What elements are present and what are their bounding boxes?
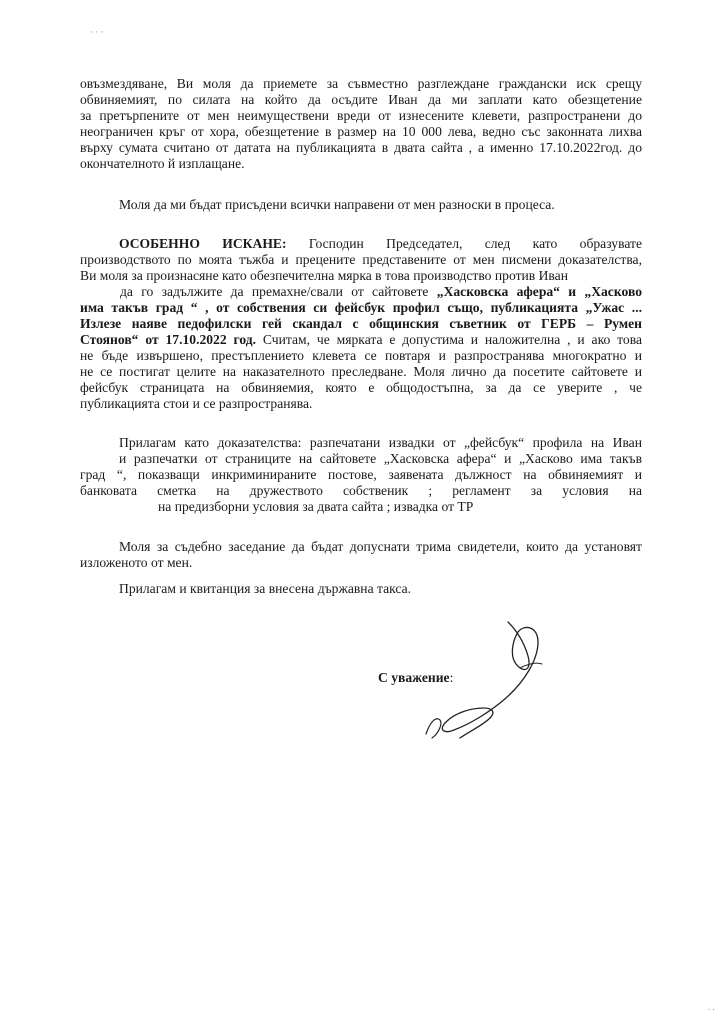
text-run: за претърпените от мен неимуществени вреди от изнесените клевети, разпространени до (80, 108, 642, 123)
text-line (80, 252, 642, 268)
text-run: върху сумата считано от датата на публикацията в двата сайта , а именно 17.10.2022год. до (80, 140, 642, 155)
text-run: Прилагам и квитанция за внесена държавна такса. (119, 581, 412, 596)
text-line (119, 581, 411, 597)
text-run: овъзмездяване, Ви моля да приемете за съвместно разглеждане граждански иск срещу (80, 76, 642, 91)
text-line (119, 435, 642, 451)
text-line (80, 316, 642, 332)
scan-mark-top: · · · (90, 27, 104, 37)
closing-label: С уважение (378, 670, 450, 685)
text-run: Ви моля за произнасяне като обезпечителна мярка в това производство против Иван (80, 268, 568, 283)
text-run: не бъде извършено, престъплението клевета се повтаря и разпространява многократно и (80, 348, 642, 363)
closing-colon: : (449, 670, 454, 685)
text-run: Считам, че мярката е допустима и наложителна , и ако това (256, 332, 642, 347)
text-run: публикацията стои и се разпространява. (80, 396, 313, 411)
text-line (80, 156, 245, 172)
text-run: фейсбук страницата на обвиняемия, която е общодостъпна, за да се уверите , че (80, 380, 642, 395)
text-line (80, 140, 642, 156)
text-line (119, 197, 555, 213)
text-run: не се постигат целите на наказателното преследване. Моля лично да посетите сайтовете и (80, 364, 642, 379)
text-line (80, 108, 642, 124)
text-run: и разпечатки от страниците на сайтовете „Хасковска афера“ и „Хасково има такъв (119, 451, 642, 466)
text-run: на предизборни условия за двата сайта ; извадка от ТР (158, 499, 474, 514)
text-line (119, 236, 642, 252)
text-line (119, 539, 642, 555)
text-run: да го задължите да премахне/свали от сайтовете (120, 284, 437, 299)
text-run: Моля за съдебно заседание да бъдат допуснати трима свидетели, които да установят (119, 539, 642, 554)
text-run: банковата сметка на дружеството собственик ; регламент за условия на (80, 483, 642, 498)
text-run: Моля да ми бъдат присъдени всички направени от мен разноски в процеса. (119, 197, 555, 212)
text-line (80, 555, 192, 571)
text-run: Господин Председател, след като образувате (286, 236, 642, 251)
text-line (80, 348, 642, 364)
bold-text: има такъв град “ , от собствения си фейсбук профил също, публикацията „Ужас ... (80, 300, 642, 315)
text-line (80, 124, 642, 140)
text-line (119, 451, 642, 467)
text-line (80, 396, 312, 412)
bold-text: Стоянов“ от 17.10.2022 год. (80, 332, 257, 347)
text-line (80, 332, 642, 348)
text-run: Прилагам като доказателства: разпечатани извадки от „фейсбук“ профила на Иван (119, 435, 642, 450)
text-run: окончателното й изплащане. (80, 156, 245, 171)
text-line (158, 499, 473, 515)
text-line (80, 380, 642, 396)
bold-text: „Хасковска афера“ и „Хасково (436, 284, 642, 299)
text-line (80, 467, 642, 483)
bold-text: ОСОБЕННО ИСКАНЕ: (119, 236, 287, 251)
text-run: неограничен кръг от хора, обезщетение в размер на 10 000 лева, ведно със законната лихва (80, 124, 642, 139)
bold-text: Излезе наяве педофилски гей скандал с общинския съветник от ГЕРБ – Румен (80, 316, 642, 331)
text-line (80, 483, 642, 499)
text-run: обвиняемият, по силата на който да осъдите Иван да ми заплати като обезщетение (80, 92, 642, 107)
text-line (80, 364, 642, 380)
text-line (80, 92, 642, 108)
text-run: град “, показващи инкриминираните постове, заявената дължност на обвиняемият и (80, 467, 642, 482)
scan-mark-bottom: . . (708, 1002, 715, 1012)
text-line (80, 76, 642, 92)
text-run: производството по моята тъжба и прецените представените от мен писмени доказателства, (80, 252, 642, 267)
text-run: изложеното от мен. (80, 555, 193, 570)
text-line (80, 268, 568, 284)
text-line (80, 300, 642, 316)
handwritten-signature (420, 612, 560, 744)
text-line (120, 284, 642, 300)
